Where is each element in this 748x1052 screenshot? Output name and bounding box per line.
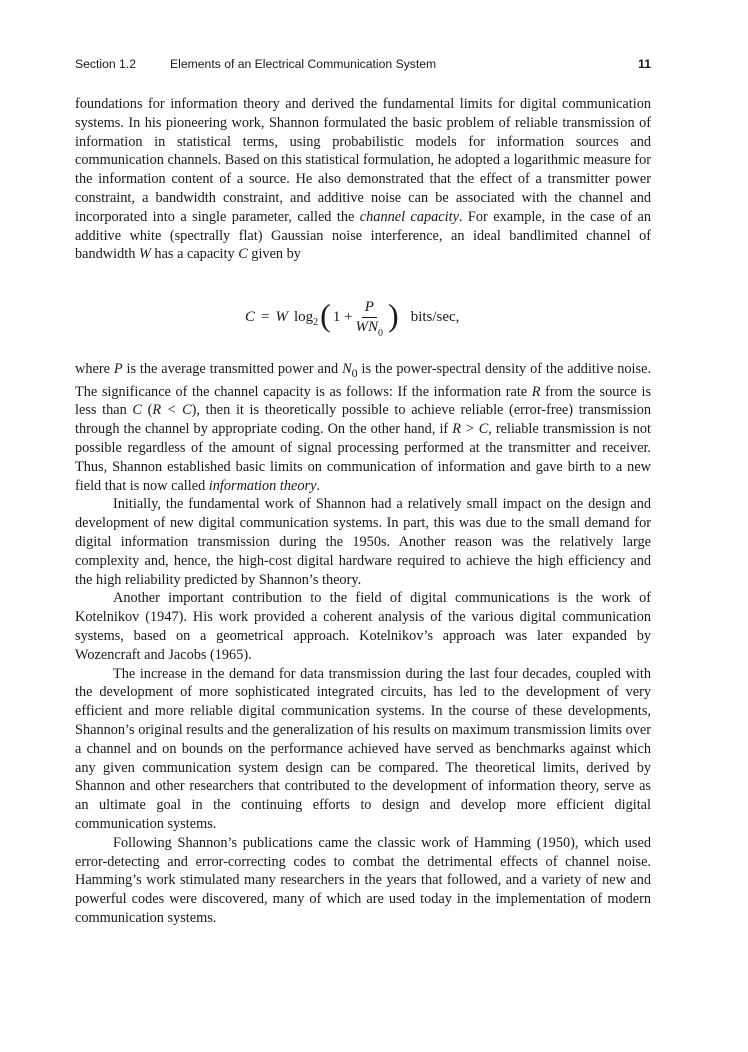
page-number: 11 bbox=[638, 57, 651, 71]
text-block-bottom bbox=[75, 360, 651, 928]
fraction-numerator: P bbox=[362, 299, 377, 318]
paragraph-5: The increase in the demand for data transmission during the last four decades, coupled with the development of more sophisticated integrated circuits, has led to the development of very efficient and more reliable digital communication systems. In the course of these developments, Shannon’s original results and the generalization of his results on maximum transmission limits over a channel and on bounds on the performance achieved have served as benchmarks against which any given communication system design can be compared. The theoretical limits, derived by Shannon and other researchers that contributed to the development of information theory, serve as an ultimate goal in the continuing efforts to design and develop more efficient digital communication systems. bbox=[75, 665, 651, 832]
var-c: C bbox=[238, 246, 248, 263]
paragraph-1: foundations for information theory and derived the fundamental limits for digital communication systems. In his pioneering work, Shannon formulated the basic problem of reliable transmission of information in statistical terms, using probabilistic models for information sources and communication channels. Based on this statistical formulation, he adopted a logarithmic measure for the information content of a source. He also demonstrated that the effect of a transmitter power constraint, a bandwidth constraint, and additive noise can be associated with the channel and incorporated into a single parameter, called the channel capacity. For example, in the case of an additive white (spectrally flat) Gaussian noise interference, an ideal bandlimited channel of bandwidth W has a capacity C given by bbox=[75, 96, 652, 263]
text-block-top bbox=[75, 95, 651, 264]
right-paren: ) bbox=[388, 297, 399, 333]
running-header bbox=[75, 57, 651, 77]
fraction bbox=[355, 298, 384, 339]
section-label: Section 1.2 bbox=[75, 57, 136, 71]
equation-unit: bits/sec, bbox=[410, 308, 460, 325]
paragraph-6: Following Shannon’s publications came the classic work of Hamming (1950), which used error-detecting and error-correcting codes to combat the detrimental effects of channel noise. Hamming’s work stimulated many researchers in the years that followed, and a variety of new and powerful codes were discovered, many of which are used today in the implementation of modern communication systems. bbox=[75, 834, 651, 926]
chapter-section-title: Elements of an Electrical Communication System bbox=[170, 57, 437, 71]
term-information-theory: information theory bbox=[208, 477, 317, 494]
paragraph-4: Another important contribution to the field of digital communications is the work of Kotelnikov (1947). His work provided a coherent analysis of the various digital communication systems, based on a geometrical approach. Kotelnikov’s approach was later expanded by Wozencraft and Jacobs (1965). bbox=[75, 590, 651, 663]
capacity-equation: C = W log 2 ( 1 + $\frac{P}{WN_0}$ ) bits/sec, bbox=[245, 297, 460, 339]
term-channel-capacity: channel capacity bbox=[359, 208, 459, 225]
left-paren: ( bbox=[320, 297, 331, 333]
paragraph-2: where P is the average transmitted power and $N_0$ is the power-spectral density of the additive noise. The significance of the channel capacity is as follows: If the information rate R from the source is less than C (R < C), then it is theoretically possible to achieve reliable (error-free) transmission through the channel by appropriate coding. On the other hand, if R > C, reliable transmission is not possible regardless of the amount of signal processing performed at the transmitter and receiver. Thus, Shannon established basic limits on communication of information and gave birth to a new field that is now called information theory. bbox=[75, 361, 652, 494]
fraction-denominator: $WN_0$ bbox=[355, 318, 384, 339]
var-w: W bbox=[138, 246, 151, 263]
paragraph-3: Initially, the fundamental work of Shannon had a relatively small impact on the design and development of new digital communication systems. In part, this was due to the small demand for digital information transmission during the 1950s. Another reason was the relatively large complexity and, hence, the high-cost digital hardware required to achieve the high efficiency and the high reliability predicted by Shannon’s theory. bbox=[75, 496, 651, 588]
